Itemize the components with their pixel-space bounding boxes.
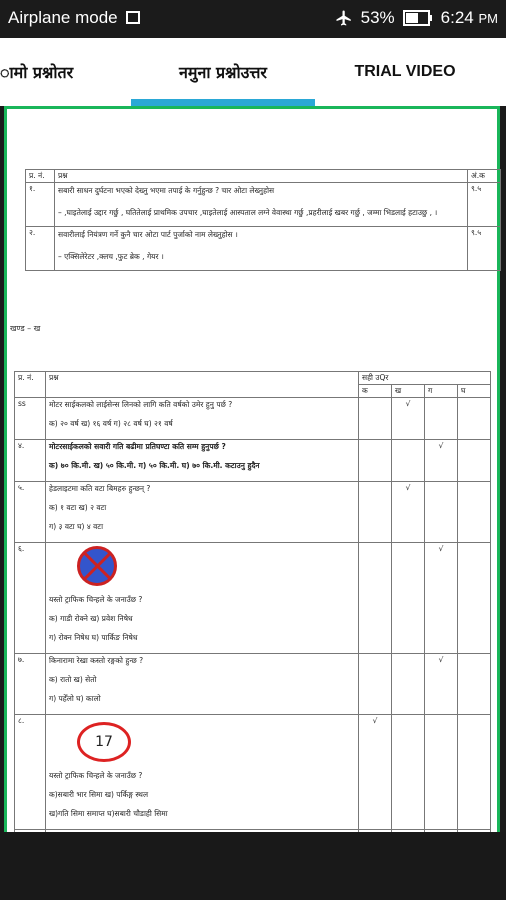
document-view[interactable] [4,106,500,832]
question-text: मोटर साईकलको लाईसेन्स लिनको लागि कति वर्षको उमेर हुनु पर्छ ? [49,400,233,409]
table-row [15,715,491,830]
col-header-option: घ [458,385,491,398]
speed-limit-sign-icon: 17 [77,722,131,762]
option-line: यस्तो ट्राफिक चिन्हले के जनाउँछ ? [49,771,143,780]
answer-cell [392,543,425,654]
answer-cell [458,440,491,482]
question-text: किनारामा रेखा कस्तो रङ्गको हुन्छ ? [49,656,144,665]
row-body [55,227,468,271]
col-header-option: ख [392,385,425,398]
table-row [15,654,491,715]
col-header-marks: अं.क [468,170,501,183]
table-row [26,183,501,227]
section-a-table [25,169,501,271]
answer-cell [425,440,458,482]
answer-cell [359,482,392,543]
option-line: ग) रोक्न निषेध घ) पार्किङ निषेध [49,633,138,642]
row-body [46,543,359,654]
section-b-rows [15,398,491,872]
answer-cell [392,440,425,482]
option-line: क) गाडी रोक्ने ख) प्रवेश निषेध [49,614,133,623]
row-body [46,398,359,440]
section-b-heading: खण्ड – ख [10,324,41,333]
tab-previous-questions[interactable] [0,38,120,106]
tab-label: ामो प्रश्नोतर [0,63,74,82]
row-num: २. [26,227,55,271]
tick-mark: √ [405,399,411,408]
row-num: ४. [15,440,46,482]
col-header-option: ग [425,385,458,398]
answer-cell [458,654,491,715]
question-text: सवारीलाई नियंत्रण गर्ने कुनै चार ओटा पार्ट पुर्जाको नाम लेख्नुहोस । [58,230,238,239]
tick-mark: √ [405,483,411,492]
status-right [335,8,498,28]
answer-cell [458,543,491,654]
tick-mark: √ [372,716,378,725]
answer-cell [392,715,425,830]
battery-icon [403,10,433,26]
answer-cell [392,654,425,715]
row-body [46,440,359,482]
no-parking-sign-icon [77,546,117,586]
table-row [15,398,491,440]
option-line: ग) पहेँलो घ) कालो [49,694,101,703]
answer-cell [359,715,392,830]
status-bar [0,0,506,38]
row-body [46,654,359,715]
answer-cell [425,715,458,830]
question-text: हेडलाइटमा कति वटा बिमहरु हुन्छन् ? [49,484,151,493]
answer-cell [392,482,425,543]
airplane-icon [335,9,353,27]
answer-text: – ,घाइतेलाई उद्दार गर्छु , घतितेलाई प्राथमिक उपचार ,घाइतेलाई आस्पताल लग्ने वेवास्था गर्छु ,प्रहरीलाई खबर गर्छु , जम्मा भिडलाई हटाउछु , । [58,208,438,217]
option-line: क) ७० कि.मी. ख) ५० कि.मी. ग) ५० कि.मी. घ) ७० कि.मी. कटाउनु हुदैन [49,461,260,470]
answer-cell [458,398,491,440]
table-header-row [15,372,491,385]
answer-cell [458,715,491,830]
active-tab-indicator [131,99,315,106]
clock [441,8,498,28]
answer-cell [425,654,458,715]
clock-time: 6:24 [440,8,474,27]
col-header-option: क [359,385,392,398]
answer-cell [458,482,491,543]
option-line: क) २० वर्ष ख) १६ वर्ष ग) २८ वर्ष घ) २१ वर्ष [49,419,173,428]
row-body [46,482,359,543]
answer-text: – एक्सिलेरेटर ,क्लच ,फुट ब्रेक , गेयर । [58,252,164,261]
answer-cell [425,398,458,440]
tab-label: नमुना प्रश्नोउत्तर [179,63,267,82]
answer-cell [359,654,392,715]
table-row [26,227,501,271]
row-body [46,715,359,830]
option-line: यस्तो ट्राफिक चिन्हले के जनाउँछ ? [49,595,143,604]
answer-cell [425,482,458,543]
answer-cell [359,440,392,482]
navigation-bar [0,832,506,900]
tick-mark: √ [438,544,444,553]
tab-bar [0,38,506,106]
tick-mark: √ [438,655,444,664]
question-text: सबारी साधन दुर्घटना भएको देख्नु भएमा तपाई के गर्नुहुन्छ ? चार ओटा लेख्नुहोस [58,186,275,195]
row-num: ss [15,398,46,440]
table-row [15,440,491,482]
answer-cell [359,543,392,654]
row-body [55,183,468,227]
tick-mark: √ [438,441,444,450]
tab-sample-questions[interactable] [131,38,315,106]
col-header-answer-group: सही उQर [359,372,491,385]
option-line: ग) ३ वटा घ) ४ वटा [49,522,104,531]
row-num: ५. [15,482,46,543]
answer-cell [392,398,425,440]
option-line: क) १ वटा ख) २ वटा [49,503,107,512]
option-line: क)सबारी भार सिमा ख) पर्किङ्ग स्थल [49,790,149,799]
tab-label: TRIAL VIDEO [354,63,456,80]
col-header-question: प्रश्न [55,170,468,183]
airplane-mode-text: Airplane mode [8,8,118,27]
section-b-table [14,371,491,872]
question-text: मोटरसाईकलको सवारी गति बढीमा प्रतिघण्टा कति सम्म हुनुपर्छ ? [49,442,226,451]
row-marks: ९.५ [468,183,501,227]
row-marks: ९.५ [468,227,501,271]
row-num: १. [26,183,55,227]
row-num: ८. [15,715,46,830]
image-icon [126,11,140,24]
option-line: क) रातो ख) सेतो [49,675,97,684]
battery-percent: 53% [360,8,395,27]
tab-trial-video[interactable] [330,38,480,106]
row-num: ६. [15,543,46,654]
table-row [15,482,491,543]
col-header-num: प्र. नं. [26,170,55,183]
answer-cell [425,543,458,654]
col-header-num: प्र. नं. [15,372,46,398]
option-line: ख)गति सिमा समाप्त घ)सबारी चौडाही सिमा [49,809,168,818]
col-header-question: प्रश्न [46,372,359,398]
status-left [8,8,140,28]
clock-ampm: PM [478,11,498,26]
row-num: ७. [15,654,46,715]
table-header-row [26,170,501,183]
answer-cell [359,398,392,440]
table-row [15,543,491,654]
